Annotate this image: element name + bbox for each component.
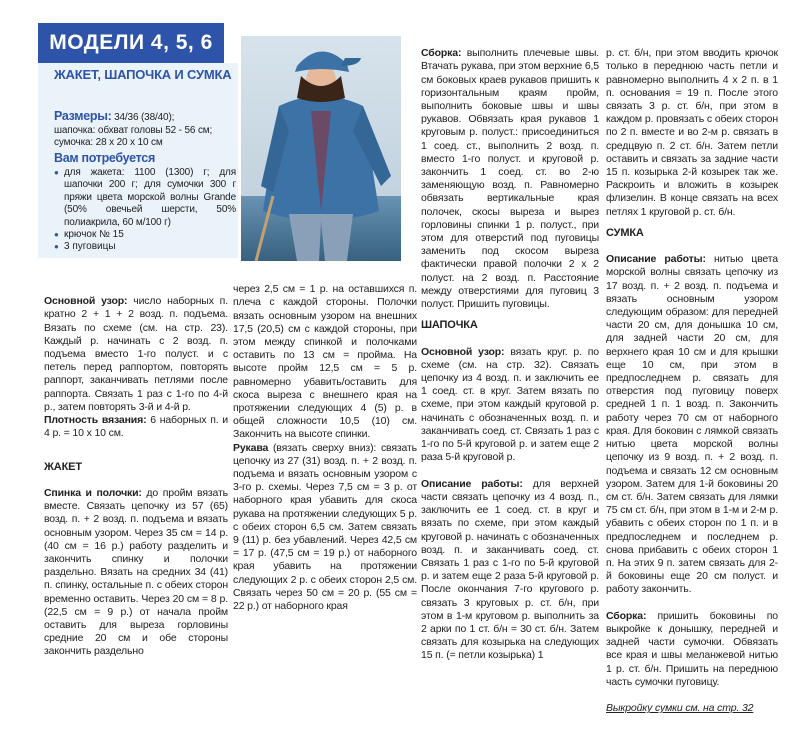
sleeves-text: (вязать сверху вниз): связать цепочку из 27 (31) возд. п. + 2 возд. п. подъема и вязать основным узором с 3-го р. схемы. Через 7,5 см = 3 р. от наборного края убавить для скоса рукава на протяжении следующих 5 р. с обеих сторон 6,5 см. Затем связать 9 (11) р. без убавлений. Через 42,5 см = 17 р. (47,5 см = 19 р.) от наборного края убавить на протяжении следующих 2 р. с обеих сторон 2,5 см. Связать через 50 см = 20 р. (55 см = 22 р.) от наборного края	[233, 441, 417, 613]
hat-basic-label: Основной узор:	[421, 345, 505, 358]
column-2	[233, 270, 417, 626]
woman-knit-jacket-photo	[241, 36, 401, 261]
bag-desc-text: нитью цвета морской волны связать цепочку из 17 возд. п. + 2 возд. п. подъема и вязать основным узором следующим образом: для передней части 20 см, для донышка 10 см, для задней части 20 см, для верхнего края 10 см и для крышки еще 10 см, при этом в предпоследнем р. связать для отверстия под пуговицу поверх средней 1 п. 1 возд. п. Закончить работу через 70 см от наборного края. Для боковин с лямкой связать нитью цвета морской волны цепочку из 9 возд. п. + 2 возд. п. подъема и связать 12 см основным узором. Затем для 1-й боковины 20 см ст. б/н. Затем связать для лямки 75 см ст. б/н, при этом в 1-м и 2-м р. убавить с обеих сторон по 1 п. и в предпоследнем и последнем р. снова прибавить с обеих сторон 1 п. На этих 9 п. затем связать для 2-й боковины еще 20 см полуст. и работу закончить.	[606, 253, 778, 596]
sizes-heading: Размеры:	[54, 109, 112, 124]
basic-pattern-label: Основной узор:	[44, 295, 128, 308]
bag-heading: СУМКА	[606, 226, 644, 239]
hat-basic-text: вязать круг. р. по схеме (см. на стр. 32). Связать цепочку из 4 возд. п. и заключить ее 1 соед. ст. в круг. Затем вязать по схеме, при этом каждый круговой р. начинать с обозначенных возд. п. и заканчивать соед. ст. Связать 1 раз с 1-го по 5-й круговой р. и затем еще 2 раза 5-й круговой р.	[421, 345, 599, 464]
density-text: 6 наборных п. и 4 р. = 10 х 10 см.	[44, 414, 228, 440]
sizes-text: 34/36 (38/40); шапочка: обхват головы 52 - 56 см; сумочка: 28 х 20 х 10 см	[54, 112, 213, 149]
bag-assembly-label: Сборка:	[606, 609, 647, 622]
hat-heading: ШАПОЧКА	[421, 319, 478, 332]
assembly-text: выполнить плечевые швы. Втачать рукава, при этом верхние 6,5 см боковых краев рукавов пришить к горизонтальным краям пройм, выполнить боковые швы и швы рукавов. Обвязать края рукавов 1 круговым р. полуст.: присоединиться 1 соед. ст., выполнить 2 возд. п. вместо 1-го полуст. и круговой р. закончить 1 соед. ст. во 2-ю заменяющую возд. п. Равномерно обвязать вертикальные края полочек, скосы выреза и вырез горловины спинки 1 р. полуст., при этом для отверстий под пуговицы заменить под скосом выреза фактически правой полочки 2 х 2 полуст. на 2 возд. п. Расстояние между отверстиями для пуговиц 3 полуст. Пришить пуговицы.	[421, 47, 599, 311]
shoulder-fronts-text: через 2,5 см = 1 р. на оставшихся п. плеча с каждой стороны. Полочки вязать основным узором на внешних 17,5 (20,5) см с каждой стороны, при этом между спинкой и полочками оставить по 13 см = пройма. На высоте пройм 12,5 см = 5 р. равномерно убавить/оставить для скоса выреза с внешнего края на протяжении следующих 4 (5) р. в общей сложности 10,5 (10) см. Закончить на высоте спинки.	[233, 283, 417, 441]
visor-text: р. ст. б/н, при этом вводить крючок только в переднюю часть петли и равномерно выполнить 4 х 2 п. в 1 п. основания = 19 п. После этого связать 3 р. ст. б/н, при этом в каждом р. провязать с обеих сторон по 2 п. вместе и во 2-м р. связать в средцвую п. 2 ст. б/н. Затем петли оставить и связать за задние части 15 п. козырька 2-й козырек так же. Раскроить и вложить в козырек флизелин. В конце связать на всех петлях 1 круговой р. ст. б/н.	[606, 47, 778, 218]
materials-item-hook: крючок № 15	[64, 229, 124, 241]
model-photo	[241, 36, 401, 261]
pattern-page-link[interactable]: Выкройку сумки см. на стр. 32	[606, 702, 754, 715]
back-front-label: Спинка и полочки:	[44, 487, 142, 500]
bullet-icon: ●	[54, 230, 59, 240]
column-4	[606, 34, 778, 729]
basic-pattern-text: число наборных п. кратно 2 + 1 + 2 возд. п. подъема. Вязать по схеме (см. на стр. 23). Каждый р. начинать с 2 возд. п. подъема вместо 1-го полуст. и с петель перед раппортом, повторять раппорт, заканчивать петлями после раппорта. Связать 1 раз с 1-го по 4-й р., затем повторять 3-й и 4-й р.	[44, 295, 228, 413]
materials-item-buttons: 3 пуговицы	[64, 241, 116, 253]
jacket-heading: ЖАКЕТ	[44, 460, 82, 473]
density-label: Плотность вязания:	[44, 414, 147, 427]
hat-desc-label: Описание работы:	[421, 477, 523, 490]
model-title: ЖАКЕТ, ШАПОЧКА И СУМКА	[54, 67, 232, 82]
sizes-block	[54, 98, 237, 150]
bag-assembly-text: пришить боковины по выкройке к донышку, передней и задней части сумочки. Обвязать все края и швы меланжевой нитью 1 р. ст. б/н. Пришить на переднюю часть сумочки пуговицу.	[606, 609, 778, 688]
bullet-icon: ●	[54, 242, 59, 252]
column-1	[44, 282, 228, 672]
assembly-label: Сборка:	[421, 47, 462, 60]
bag-desc-label: Описание работы:	[606, 253, 706, 266]
hat-desc-text: для верхней части связать цепочку из 4 возд. п., заключить ее 1 соед. ст. в круг и вязать по схеме, при этом каждый круговой р. начинать с обозначенных возд. п. и заканчивать соед. ст. Связать 1 раз с 1-го по 5-й круговой р. и затем еще 2 раза 5-й круговой р. После окончания 7-го кругового р. связать 3 круговых р. ст. б/н, при этом в 1-м круговом р. выполнить за 2 арки по 1 ст. б/н = 30 ст. б/н. Затем связать для козырька на следующих 15 п. (= петли козырька) 1	[421, 477, 599, 662]
bullet-icon: ●	[54, 168, 59, 177]
column-3	[421, 34, 599, 676]
sleeves-label: Рукава	[233, 441, 269, 454]
page-header-title: МОДЕЛИ 4, 5, 6	[38, 23, 224, 63]
materials-block	[54, 151, 237, 254]
back-front-text: до пройм вязать вместе. Связать цепочку из 57 (65) возд. п. + 2 возд. п. подъема и вязать основным узором. Через 35 см = 14 р. (40 см = 16 р.) работу разделить и закончить спинку и полочки раздельно. Вязать на средних 34 (41) п. спинку, остальные п. с обеих сторон временно оставить. Через 20 см = 8 р. (22,5 см = 9 р.) от начала пройм оставить для выреза горловины средние 20 см и обе стороны закончить раздельно	[44, 487, 228, 658]
materials-heading: Вам потребуется	[54, 151, 155, 165]
materials-item-yarn: для жакета: 1100 (1300) г; для шапочки 200 г; для сумочки 300 г пряжи цвета морской волны Grande (50% овечьей шерсти, 50% полиакрила, 60 м/100 г)	[64, 167, 236, 228]
